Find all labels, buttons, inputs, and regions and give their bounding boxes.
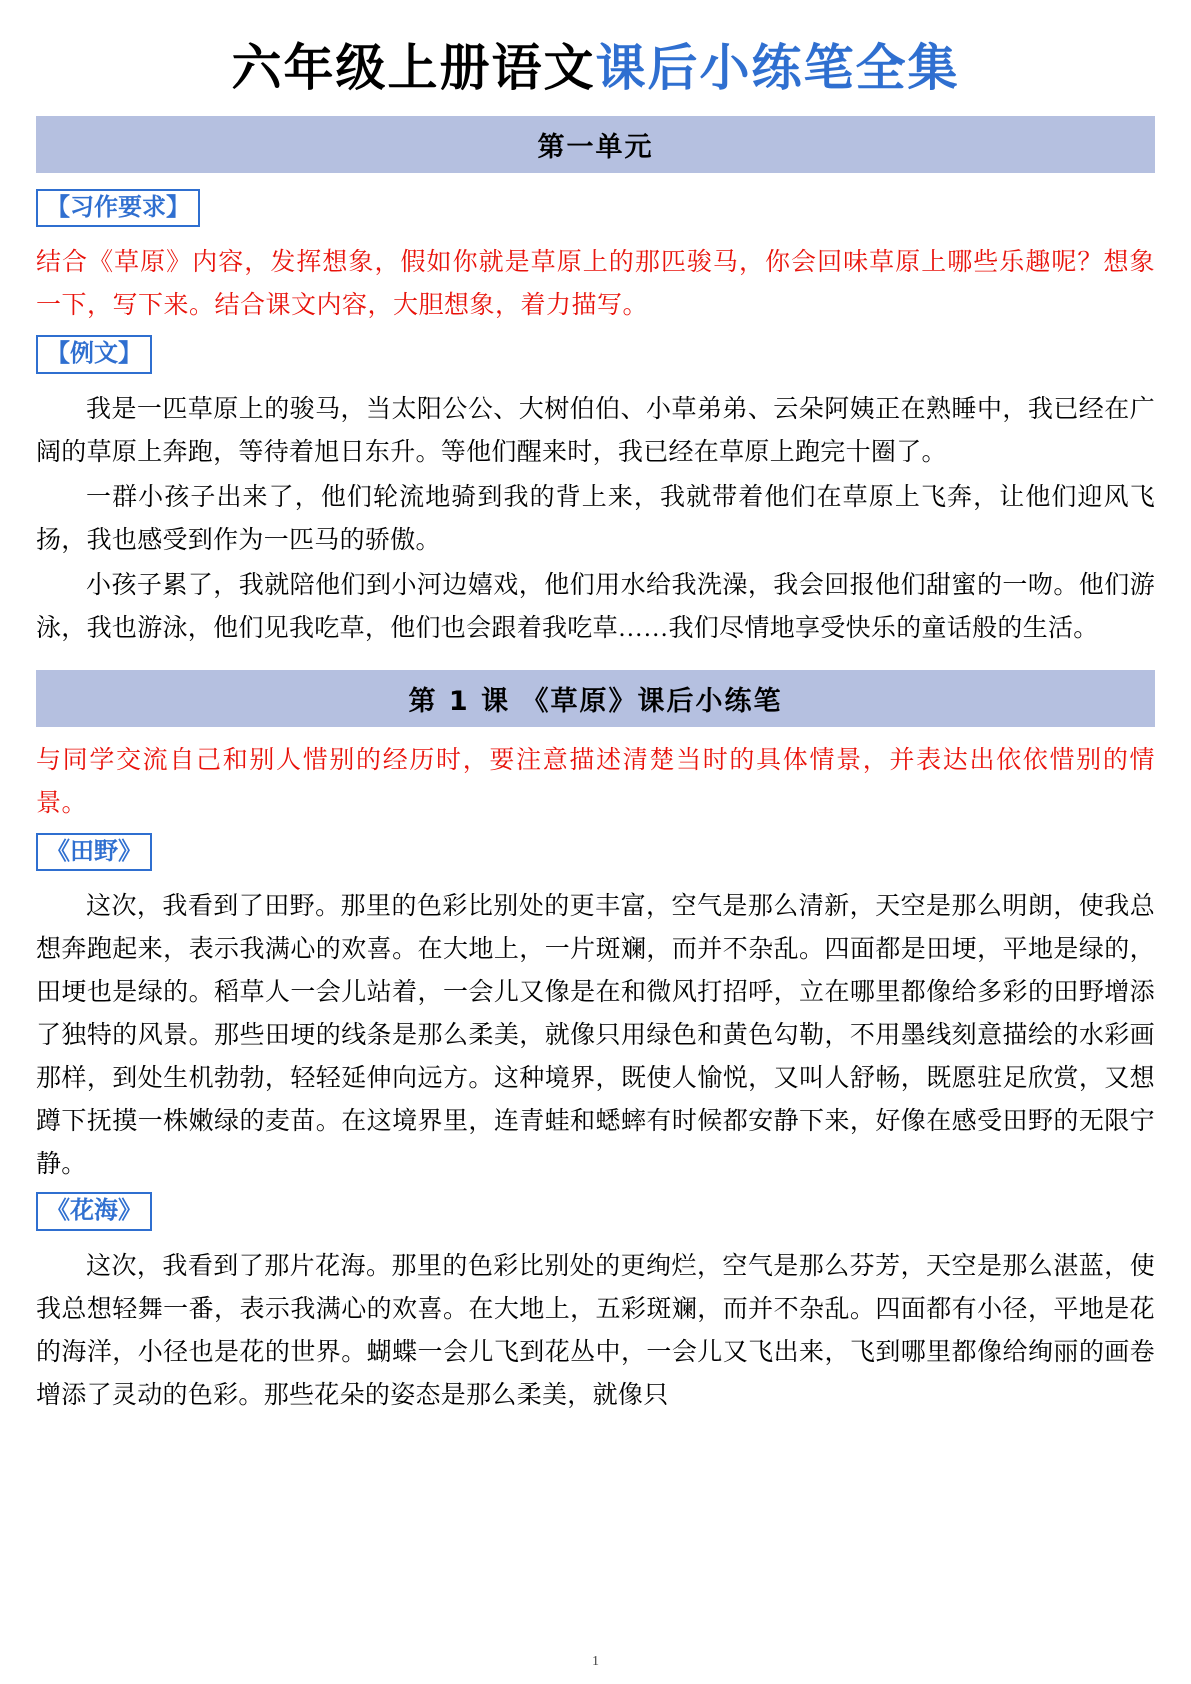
- example-body: [36, 388, 1155, 650]
- writing-requirement-tag: 【习作要求】: [36, 189, 200, 227]
- lesson-banner: 第 1 课 《草原》课后小练笔: [36, 670, 1155, 727]
- unit-banner: 第一单元: [36, 116, 1155, 173]
- page-title: [36, 38, 1155, 98]
- example-paragraph-2: 一群小孩子出来了，他们轮流地骑到我的背上来，我就带着他们在草原上飞奔，让他们迎风飞扬，我也感受到作为一匹马的骄傲。: [36, 483, 1155, 554]
- example-paragraph-3: 小孩子累了，我就陪他们到小河边嬉戏，他们用水给我洗澡，我会回报他们甜蜜的一吻。他们游泳，我也游泳，他们见我吃草，他们也会跟着我吃草……我们尽情地享受快乐的童话般的生活。: [36, 571, 1155, 642]
- flower-sea-title-tag: 《花海》: [36, 1192, 152, 1230]
- example-text-tag-wrap: [36, 333, 1155, 381]
- example-paragraph-1: 我是一匹草原上的骏马，当太阳公公、大树伯伯、小草弟弟、云朵阿姨正在熟睡中，我已经在广阔的草原上奔跑，等待着旭日东升。等他们醒来时，我已经在草原上跑完十圈了。: [36, 395, 1155, 466]
- page-number: 1: [592, 1654, 599, 1669]
- page-title-blue: 课后小练笔全集: [595, 39, 960, 97]
- unit-requirement-text: 结合《草原》内容，发挥想象，假如你就是草原上的那匹骏马，你会回味草原上哪些乐趣呢？想象一下，写下来。结合课文内容，大胆想象，着力描写。: [36, 249, 1155, 320]
- flower-sea-title-tag-wrap: [36, 1190, 1155, 1238]
- page-title-black: 六年级上册语文: [231, 39, 596, 97]
- field-title-tag: 《田野》: [36, 833, 152, 871]
- writing-requirement-tag-wrap: [36, 187, 1155, 235]
- field-title-tag-wrap: [36, 831, 1155, 879]
- field-paragraph: 这次，我看到了田野。那里的色彩比别处的更丰富，空气是那么清新，天空是那么明朗，使我总想奔跑起来，表示我满心的欢喜。在大地上，一片斑斓，而并不杂乱。四面都是田埂，平地是绿的，田埂也是绿的。稻草人一会儿站着，一会儿又像是在和微风打招呼，立在哪里都像给多彩的田野增添了独特的风景。那些田埂的线条是那么柔美，就像只用绿色和黄色勾勒，不用墨线刻意描绘的水彩画那样，到处生机勃勃，轻轻延伸向远方。这种境界，既使人愉悦，又叫人舒畅，既愿驻足欣赏，又想蹲下抚摸一株嫩绿的麦苗。在这境界里，连青蛙和蟋蟀有时候都安静下来，好像在感受田野的无限宁静。: [36, 893, 1155, 1179]
- example-text-tag: 【例文】: [36, 335, 152, 373]
- lesson-requirement-text: 与同学交流自己和别人惜别的经历时，要注意描述清楚当时的具体情景，并表达出依依惜别的情景。: [36, 746, 1155, 817]
- flower-sea-paragraph: 这次，我看到了那片花海。那里的色彩比别处的更绚烂，空气是那么芬芳，天空是那么湛蓝，使我总想轻舞一番，表示我满心的欢喜。在大地上，五彩斑斓，而并不杂乱。四面都有小径，平地是花的海洋，小径也是花的世界。蝴蝶一会儿飞到花丛中，一会儿又飞出来，飞到哪里都像给绚丽的画卷增添了灵动的色彩。那些花朵的姿态是那么柔美，就像只: [36, 1252, 1155, 1409]
